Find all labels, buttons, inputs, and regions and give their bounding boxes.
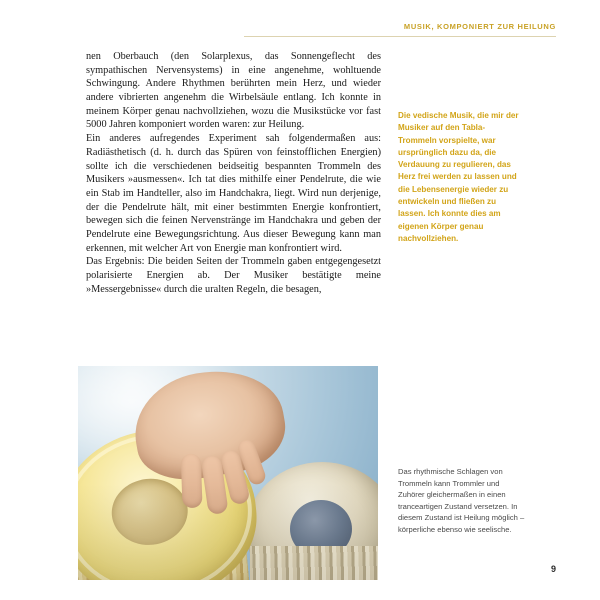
tabla-photograph xyxy=(78,366,378,580)
photo-caption: Das rhythmische Schlagen von Trommeln kann Trommler und Zuhörer gleichermaßen in einen tranceartigen Zustand versetzen. In diesem Zustand ist Heilung möglich – körperliche ebenso wie seelische. xyxy=(398,467,525,534)
photo-vignette xyxy=(78,366,378,580)
running-head: MUSIK, KOMPONIERT ZUR HEILUNG xyxy=(403,22,556,31)
body-text-column xyxy=(86,50,381,296)
body-paragraph: Das Ergebnis: Die beiden Seiten der Trommeln gaben entgegengesetzt polarisierte Energien ab. Der Musiker bestätigte meine »Messergebnisse« durch die uralten Regeln, die besagen, xyxy=(86,256,381,295)
sidebar-pull-quote: Die vedische Musik, die mir der Musiker auf den Tabla-Trommeln vorspielte, war ursprünglich dazu da, die Verdauung zu regulieren, das Herz frei werden zu lassen und die Lebensenergie wieder zu entwickeln und fließen zu lassen. Ich konnte dies am eigenen Körper genau nachvollziehen. xyxy=(398,111,519,243)
body-paragraph: Ein anderes aufregendes Experiment sah folgendermaßen aus: Radiästhetisch (d. h. durch das Spüren von feinstofflichen Energien) sollte ich die verschiedenen beidseitig bespannten Trommeln des Musikers »ausmessen«. Ich tat dies mithilfe einer Pendelrute, die wie ein Stab im Handteller, also im Handchakra, liegt. Wird nun derjenige, der die Pendelrute hält, mit einer bestimmten Energie konfrontiert, bewegen sich die feinen Nervenstränge im Handchakra und geben der Pendelrute eine Bewegungsrichtung. Aus dieser Bewegung kann man erkennen, mit welcher Art von Energie man konfrontiert wird. xyxy=(86,133,381,254)
page-number: 9 xyxy=(550,564,556,574)
body-paragraph: nen Oberbauch (den Solarplexus, das Sonnengeflecht des sympathischen Nervensystems) in eine angenehme, wohltuende Schwingung. Andere Rhythmen berührten mein Herz, und wieder andere vibrierten angenehm die Wirbelsäule entlang. Ich konnte in meinem Körper genau nachvollziehen, wozu die Musikstücke vor fast 5000 Jahren komponiert worden waren: zur Heilung. xyxy=(86,51,381,131)
header-rule xyxy=(244,36,556,37)
